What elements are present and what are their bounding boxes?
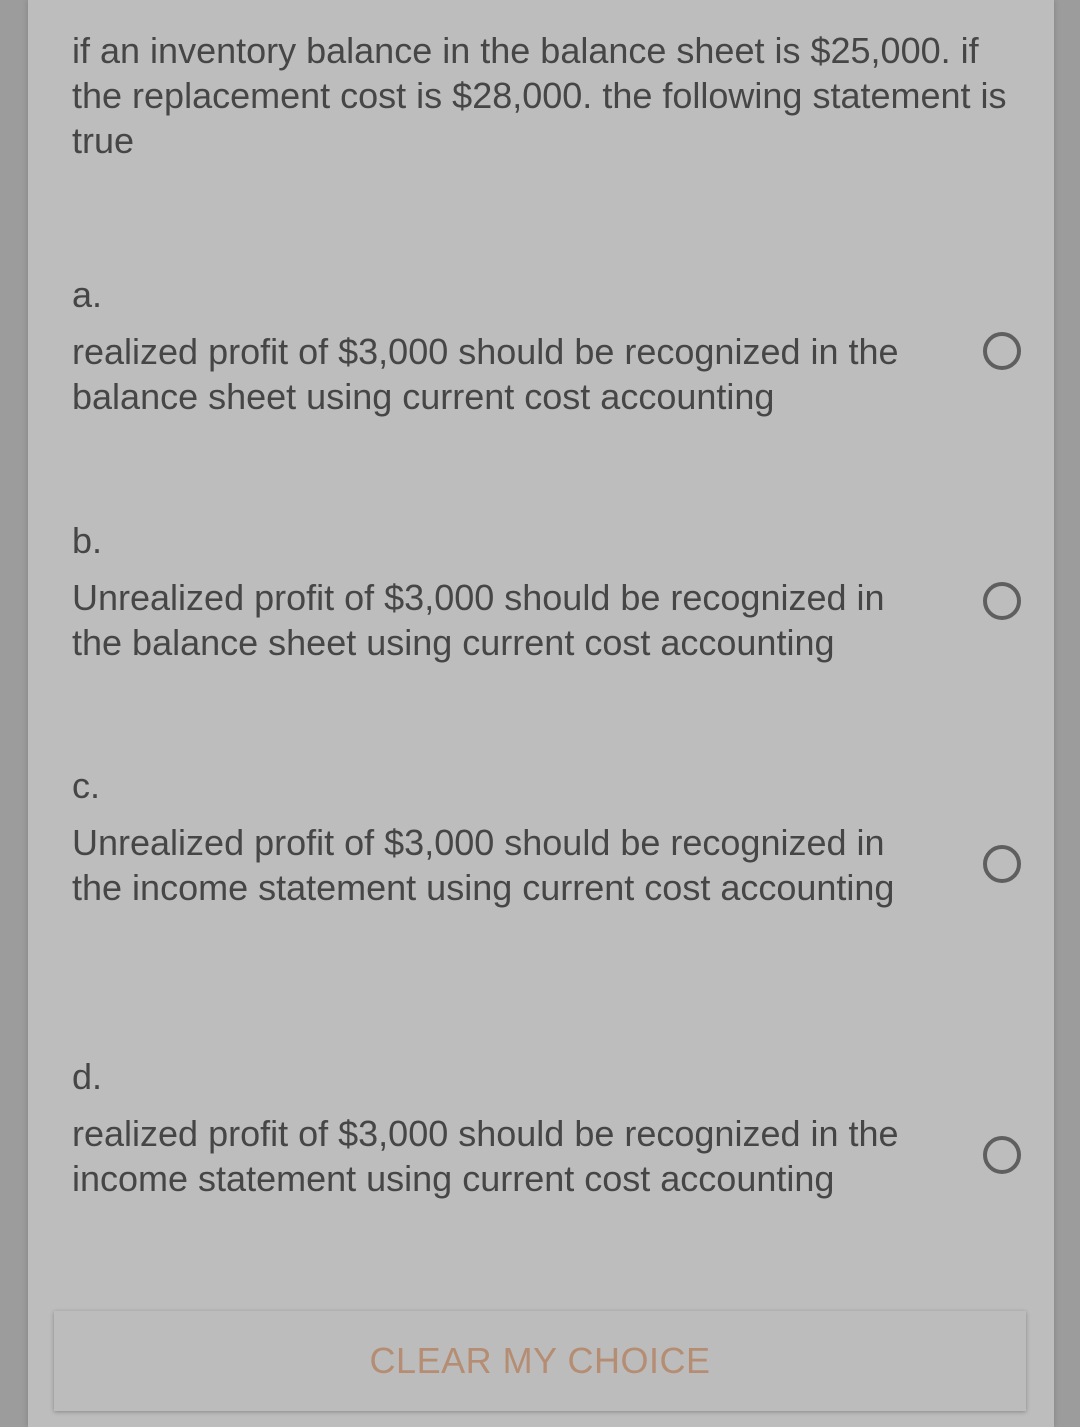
option-letter: b. xyxy=(72,520,103,561)
radio-button-b[interactable] xyxy=(983,582,1021,620)
option-label: Unrealized profit of $3,000 should be recognized in the balance sheet using current cost accounting xyxy=(72,577,885,663)
option-a[interactable] xyxy=(72,272,1012,419)
option-label: realized profit of $3,000 should be recognized in the income statement using current cost accounting xyxy=(72,1113,899,1199)
radio-button-a[interactable] xyxy=(983,332,1021,370)
option-label: realized profit of $3,000 should be recognized in the balance sheet using current cost accounting xyxy=(72,331,899,417)
radio-button-d[interactable] xyxy=(983,1136,1021,1174)
option-letter: a. xyxy=(72,274,103,315)
option-letter: c. xyxy=(72,765,101,806)
question-text: if an inventory balance in the balance sheet is $25,000. if the replacement cost is $28,000. the following statement is true xyxy=(72,30,1007,161)
radio-button-c[interactable] xyxy=(983,845,1021,883)
option-label: Unrealized profit of $3,000 should be recognized in the income statement using current cost accounting xyxy=(72,822,895,908)
option-letter: d. xyxy=(72,1056,103,1097)
question-card xyxy=(28,0,1054,1427)
option-b[interactable] xyxy=(72,518,1012,665)
option-c[interactable] xyxy=(72,763,1012,910)
option-d[interactable] xyxy=(72,1054,1012,1201)
clear-my-choice-button[interactable] xyxy=(54,1311,1026,1411)
clear-my-choice-label: CLEAR MY CHOICE xyxy=(369,1340,711,1381)
